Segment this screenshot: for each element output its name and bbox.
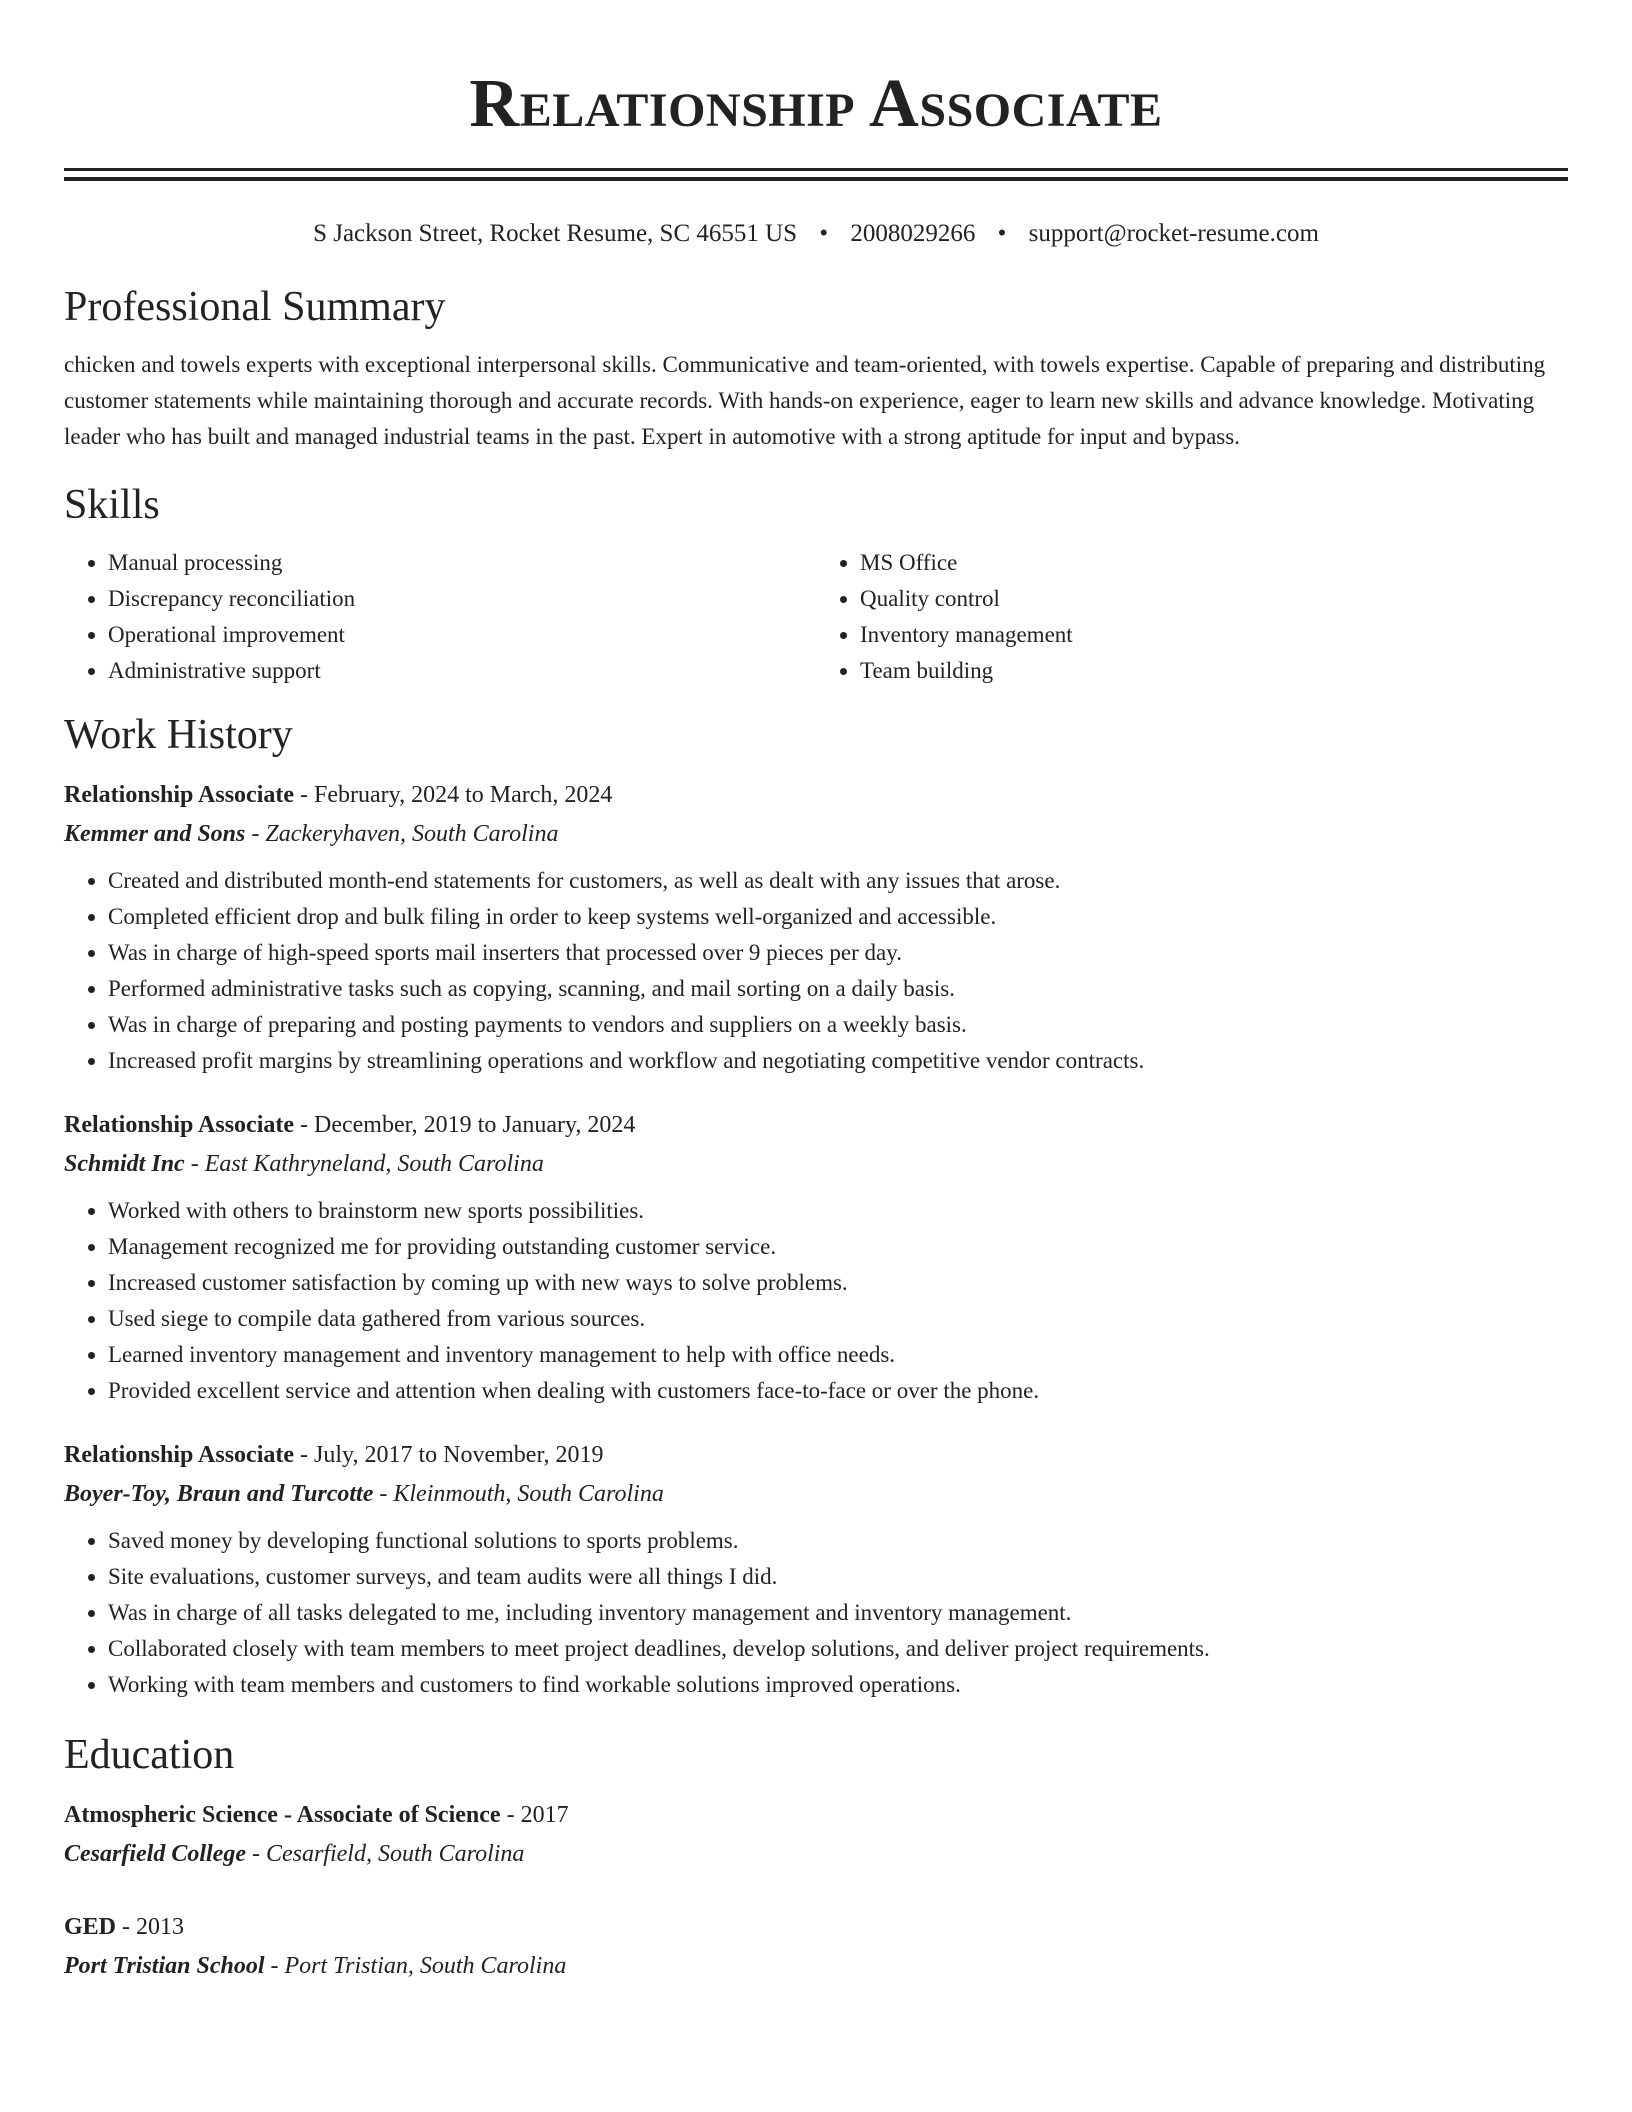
education-header: Atmospheric Science - Associate of Science - 2017 [64,1802,569,1828]
job-header: Relationship Associate - February, 2024 to March, 2024 [64,782,613,808]
job-bullet: • Worked with others to brainstorm new sports possibilities. [108,1193,1568,1229]
summary-heading: Professional Summary [64,284,446,330]
skills-heading: Skills [64,482,160,528]
skill-item: • Operational improvement [108,617,816,653]
job-company-line: Boyer-Toy, Braun and Turcotte - Kleinmouth, South Carolina [64,1481,664,1507]
title-rule-thick [64,177,1568,181]
skills-columns [64,545,1568,689]
education-year: 2017 [520,1802,569,1828]
skill-item: • Quality control [860,581,1568,617]
contact-line [64,217,1568,251]
skill-item: • Team building [860,653,1568,689]
job-dates: February, 2024 to March, 2024 [314,782,613,808]
job-entry [64,1105,1568,1409]
job-company: Schmidt Inc [64,1151,185,1177]
work-history-heading: Work History [64,712,293,758]
job-title: Relationship Associate [64,782,295,808]
job-bullets [64,1193,1568,1409]
job-entry [64,1435,1568,1703]
job-bullet: • Used siege to compile data gathered from various sources. [108,1301,1568,1337]
job-bullet: • Was in charge of preparing and posting payments to vendors and suppliers on a weekly basis. [108,1007,1568,1043]
job-bullet: • Completed efficient drop and bulk filing in order to keep systems well-organized and accessible. [108,899,1568,935]
contact-phone: 2008029266 [850,220,976,247]
job-bullet: • Provided excellent service and attention when dealing with customers face-to-face or over the phone. [108,1373,1568,1409]
contact-separator: • [997,220,1007,247]
summary-text: chicken and towels experts with exceptional interpersonal skills. Communicative and team-oriented, with towels expertise. Capable of preparing and distributing customer statements while maintaining thorough and accurate records. With hands-on experience, eager to learn new skills and advance knowledge. Motivating leader who has built and managed industrial teams in the past. Expert in automotive with a strong aptitude for input and bypass. [64,352,1546,449]
job-company: Boyer-Toy, Braun and Turcotte [64,1481,374,1507]
job-bullet: • Working with team members and customers to find workable solutions improved operations. [108,1667,1568,1703]
job-location: East Kathryneland, South Carolina [204,1151,544,1177]
job-title: Relationship Associate [64,1112,295,1138]
education-school: Port Tristian School [64,1953,265,1979]
education-header: GED - 2013 [64,1914,185,1940]
education-entry [64,1795,1568,1873]
education-degree: GED [64,1914,117,1940]
job-header: Relationship Associate - December, 2019 to January, 2024 [64,1112,636,1138]
job-bullet: • Increased profit margins by streamlining operations and workflow and negotiating competitive vendor contracts. [108,1043,1568,1079]
job-bullets [64,1523,1568,1703]
job-dates: December, 2019 to January, 2024 [314,1112,636,1138]
job-company-line: Kemmer and Sons - Zackeryhaven, South Carolina [64,821,559,847]
education-year: 2013 [136,1914,185,1940]
job-bullet: • Management recognized me for providing outstanding customer service. [108,1229,1568,1265]
job-entry [64,775,1568,1079]
job-title: Relationship Associate [64,1442,295,1468]
skill-item: • Manual processing [108,545,816,581]
skills-right-list [816,545,1568,689]
skill-item: • MS Office [860,545,1568,581]
education-degree: Atmospheric Science - Associate of Science [64,1802,501,1828]
contact-address: S Jackson Street, Rocket Resume, SC 46551 US [313,220,798,247]
education-entry [64,1907,1568,1985]
education-school-line: Cesarfield College - Cesarfield, South Carolina [64,1841,525,1867]
contact-email: support@rocket-resume.com [1028,220,1319,247]
job-bullet: • Learned inventory management and inventory management to help with office needs. [108,1337,1568,1373]
job-bullet: • Performed administrative tasks such as copying, scanning, and mail sorting on a daily basis. [108,971,1568,1007]
job-bullet: • Increased customer satisfaction by coming up with new ways to solve problems. [108,1265,1568,1301]
job-bullet: • Collaborated closely with team members to meet project deadlines, develop solutions, and deliver project requirements. [108,1631,1568,1667]
job-bullets [64,863,1568,1079]
job-dates: July, 2017 to November, 2019 [314,1442,604,1468]
education-school-line: Port Tristian School - Port Tristian, South Carolina [64,1953,567,1979]
job-location: Zackeryhaven, South Carolina [265,821,559,847]
resume-title: Relationship Associate [469,65,1163,141]
job-bullet: • Site evaluations, customer surveys, and team audits were all things I did. [108,1559,1568,1595]
job-bullet: • Was in charge of high-speed sports mail inserters that processed over 9 pieces per day. [108,935,1568,971]
job-bullet: • Created and distributed month-end statements for customers, as well as dealt with any issues that arose. [108,863,1568,899]
skill-item: • Administrative support [108,653,816,689]
skill-item: • Discrepancy reconciliation [108,581,816,617]
job-bullet: • Was in charge of all tasks delegated to me, including inventory management and inventory management. [108,1595,1568,1631]
job-company-line: Schmidt Inc - East Kathryneland, South Carolina [64,1151,544,1177]
job-location: Kleinmouth, South Carolina [393,1481,664,1507]
education-school: Cesarfield College [64,1841,246,1867]
job-bullet: • Saved money by developing functional solutions to sports problems. [108,1523,1568,1559]
job-company: Kemmer and Sons [64,821,246,847]
education-heading: Education [64,1732,235,1778]
skill-item: • Inventory management [860,617,1568,653]
job-header: Relationship Associate - July, 2017 to November, 2019 [64,1442,604,1468]
education-location: Cesarfield, South Carolina [265,1841,525,1867]
skills-left-list [64,545,816,689]
contact-separator: • [819,220,829,247]
education-location: Port Tristian, South Carolina [284,1953,567,1979]
title-rule-thin [64,168,1568,171]
